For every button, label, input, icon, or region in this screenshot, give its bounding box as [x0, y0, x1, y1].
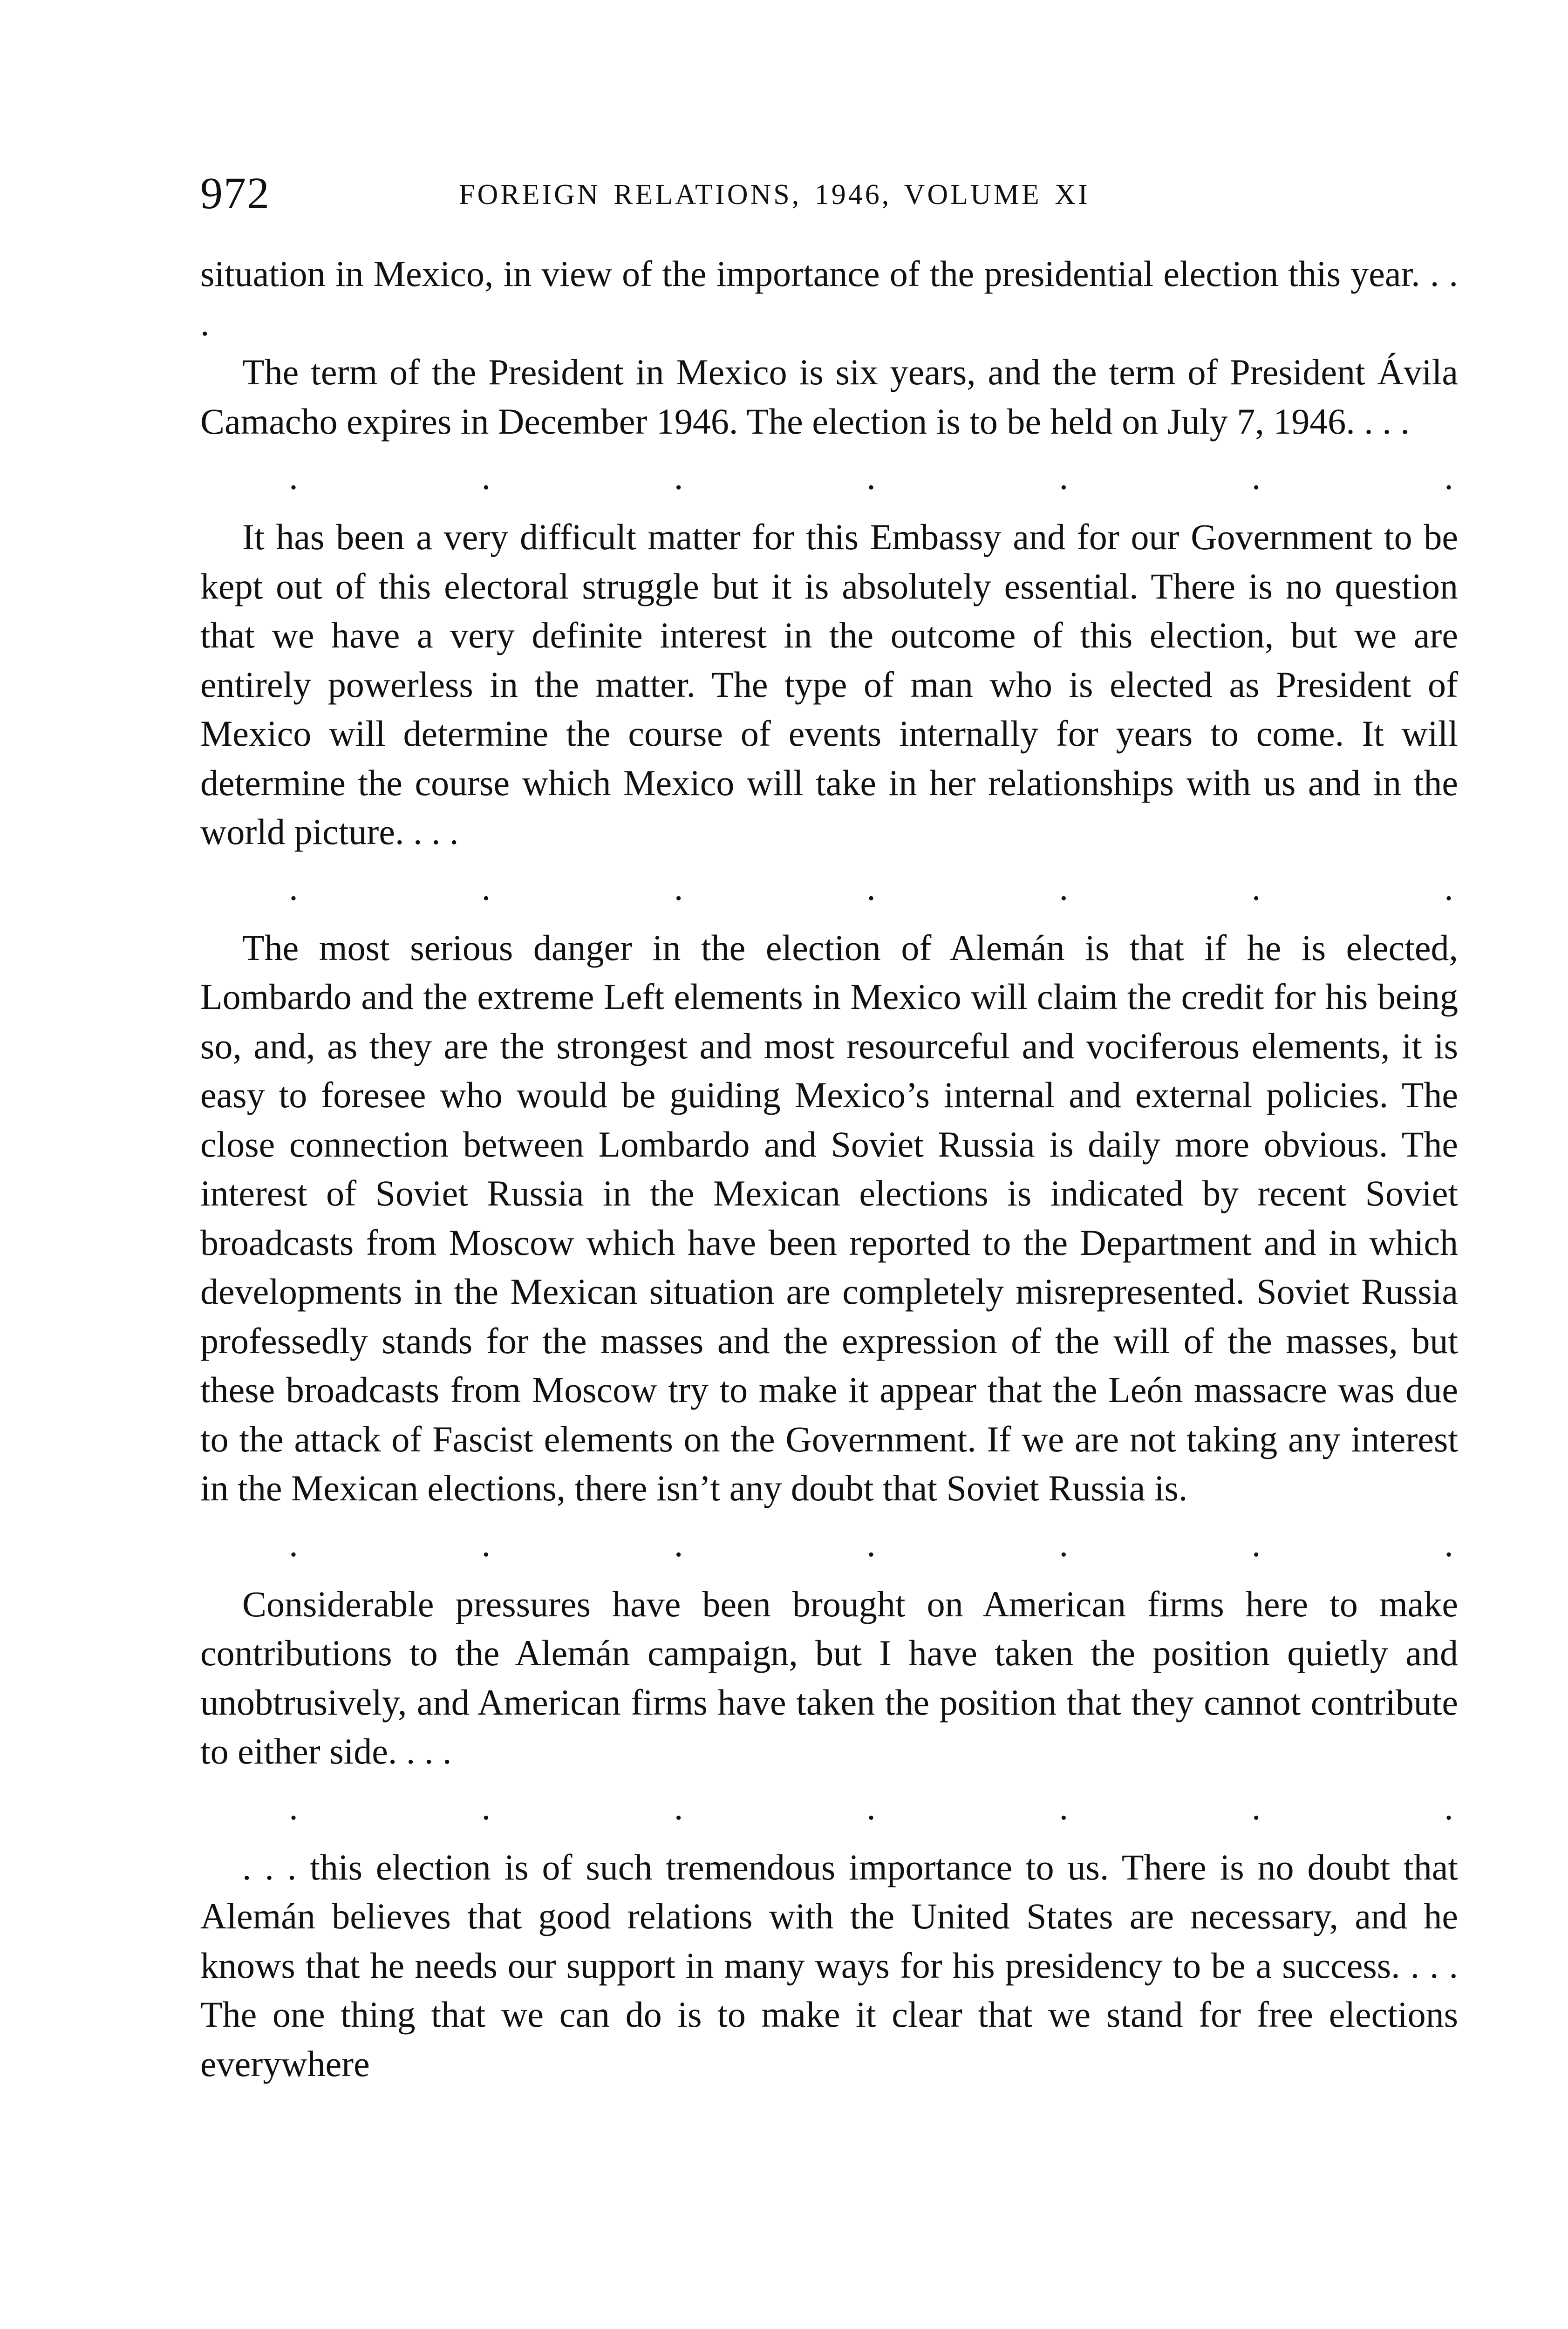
omission-dot: .	[481, 456, 491, 497]
omission-dot: .	[1444, 1786, 1453, 1827]
body-text	[200, 249, 1458, 2088]
omission-dot: .	[866, 867, 876, 908]
omission-dot: .	[1251, 867, 1261, 908]
omission-dot: .	[866, 1786, 876, 1827]
omission-dot: .	[1251, 1786, 1261, 1827]
paragraph-5: Considerable pressures have been brought on American firms here to make contributions to the Alemán campaign, but I have taken the position quietly and unobtrusively, and American firms have taken the position that they cannot contribute to either side. . . .	[200, 1583, 1458, 1771]
omission-marker	[200, 452, 1458, 501]
omission-dot: .	[289, 456, 298, 497]
omission-dot: .	[1444, 1523, 1453, 1564]
page-number: 972	[200, 168, 270, 218]
omission-dot: .	[289, 1523, 298, 1564]
omission-marker	[200, 1519, 1458, 1568]
paragraph-2: The term of the President in Mexico is six years, and the term of President Ávila Camacho expires in December 1946. The election is to be held on July 7, 1946. . . .	[200, 352, 1458, 442]
omission-marker	[200, 863, 1458, 912]
running-head	[200, 168, 1458, 219]
omission-dot: .	[866, 1523, 876, 1564]
paragraph-4: The most serious danger in the election of Alemán is that if he is elected, Lombardo and the extreme Left elements in Mexico will claim the credit for his being so, and, as they are the strongest and most resourceful and vociferous elements, it is easy to foresee who would be guiding Mexico’s internal and external policies. The close connection between Lombardo and Soviet Russia is daily more obvious. The interest of Soviet Russia in the Mexican elections is indicated by recent Soviet broadcasts from Moscow which have been reported to the Department and in which developments in the Mexican situation are completely misrepresented. Soviet Russia professedly stands for the masses and the expression of the will of the masses, but these broadcasts from Moscow try to make it appear that the León massacre was due to the attack of Fascist elements on the Government. If we are not taking any interest in the Mexican elections, there isn’t any doubt that Soviet Russia is.	[200, 927, 1458, 1508]
omission-dot: .	[481, 867, 491, 908]
omission-dot: .	[1251, 1523, 1261, 1564]
header-title: FOREIGN RELATIONS, 1946, VOLUME XI	[459, 179, 1090, 211]
omission-dot: .	[481, 1786, 491, 1827]
paragraph-1: situation in Mexico, in view of the importance of the presidential election this year. . . .	[200, 253, 1458, 343]
omission-dot: .	[674, 1523, 683, 1564]
omission-dot: .	[866, 456, 876, 497]
omission-dot: .	[1059, 1523, 1069, 1564]
omission-dot: .	[1444, 867, 1453, 908]
omission-dot: .	[289, 1786, 298, 1827]
paragraph-3: It has been a very difficult matter for this Embassy and for our Government to be kept out of this electoral struggle but it is absolutely essential. There is no question that we have a very definite interest in the outcome of this election, but we are entirely powerless in the matter. The type of man who is elected as President of Mexico will determine the course of events internally for years to come. It will determine the course which Mexico will take in her relationships with us and in the world picture. . . .	[200, 517, 1458, 852]
omission-dot: .	[674, 1786, 683, 1827]
omission-dot: .	[481, 1523, 491, 1564]
omission-dot: .	[289, 867, 298, 908]
omission-dot: .	[1059, 1786, 1069, 1827]
omission-marker	[200, 1783, 1458, 1832]
omission-dot: .	[1251, 456, 1261, 497]
omission-dot: .	[1059, 456, 1069, 497]
omission-dot: .	[674, 867, 683, 908]
omission-dot: .	[674, 456, 683, 497]
omission-dot: .	[1059, 867, 1069, 908]
omission-dot: .	[1444, 456, 1453, 497]
paragraph-6: . . . this election is of such tremendous importance to us. There is no doubt that Alemán believes that good relations with the United States are necessary, and he knows that he needs our support in many ways for his presidency to be a success. . . . The one thing that we can do is to make it clear that we stand for free elections everywhere	[200, 1846, 1458, 2084]
